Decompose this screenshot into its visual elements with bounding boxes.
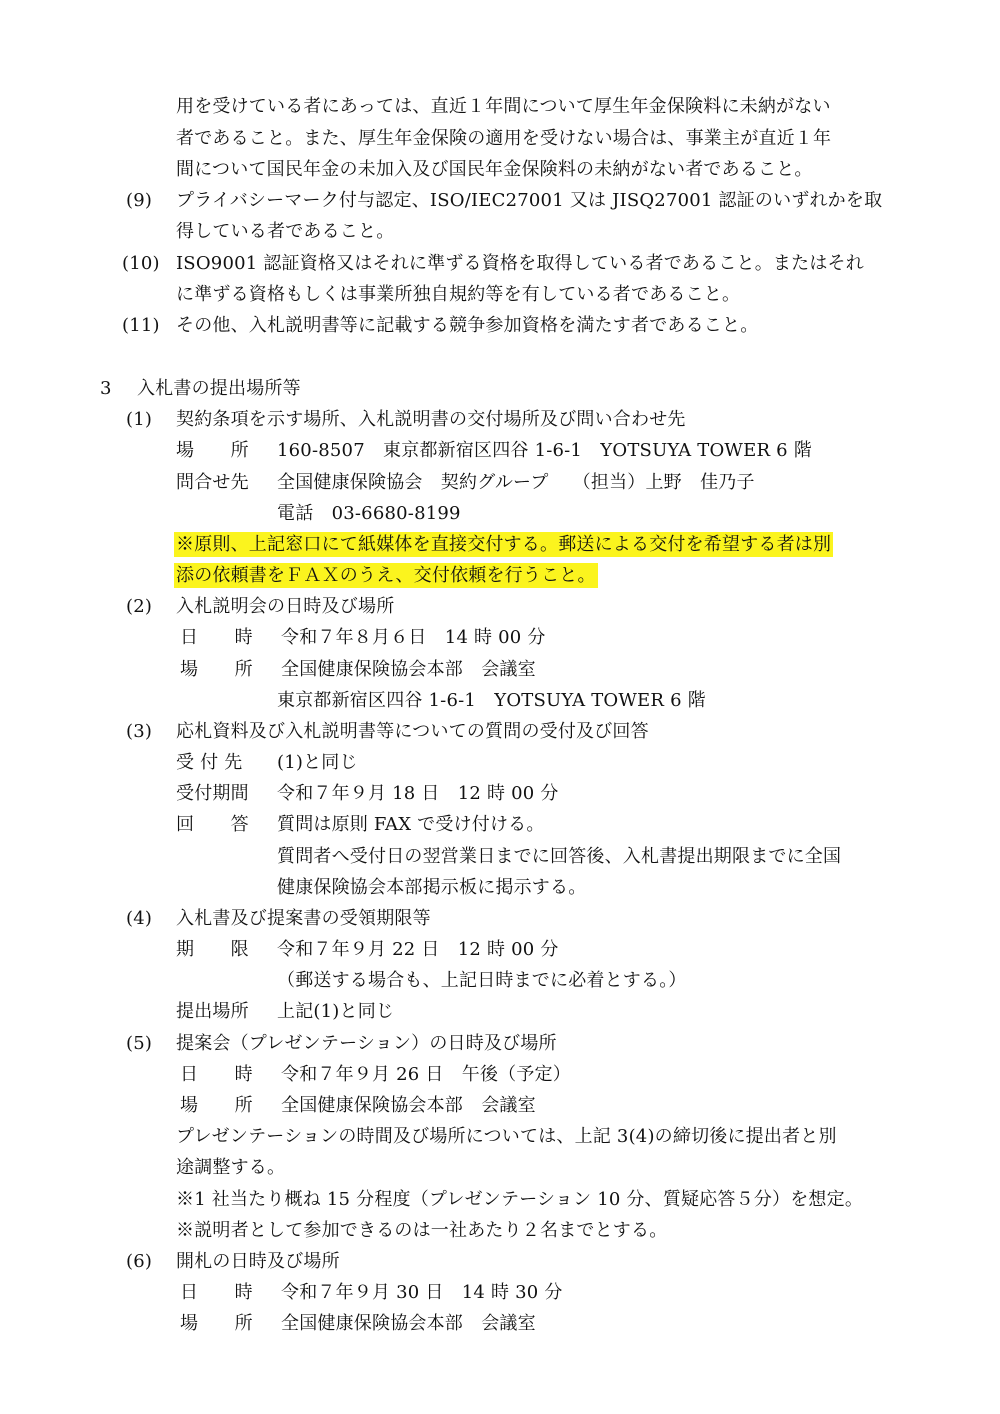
subsection-title: 開札の日時及び場所 — [176, 1251, 340, 1272]
field-value: 健康保険協会本部掲示板に掲示する。 — [277, 877, 587, 898]
section-title: 入札書の提出場所等 — [137, 378, 301, 399]
field-value: 質問は原則 FAX で受け付ける。 — [277, 814, 545, 835]
subsection-number: (1) — [126, 409, 153, 430]
item-line: 得している者であること。 — [176, 221, 395, 242]
paragraph-line: 間について国民年金の未加入及び国民年金保険料の未納がない者であること。 — [176, 159, 813, 180]
phone-number: 電話 03-6680-8199 — [277, 503, 461, 524]
field-value: 上記(1)と同じ — [277, 1001, 395, 1022]
subsection-number: (3) — [126, 721, 153, 742]
item-number: (10) — [122, 253, 160, 274]
field-label: 問合せ先 — [176, 472, 249, 493]
field-value: 全国健康保険協会本部 会議室 — [281, 659, 536, 680]
highlight-text: ※原則、上記窓口にて紙媒体を直接交付する。郵送による交付を希望する者は別 — [176, 534, 832, 555]
paragraph-line: 途調整する。 — [176, 1157, 286, 1178]
note-line: ※説明者として参加できるのは一社あたり２名までとする。 — [176, 1220, 668, 1241]
field-value: 令和７年８月６日 14 時 00 分 — [281, 627, 546, 648]
subsection-number: (2) — [126, 596, 153, 617]
item-line: その他、入札説明書等に記載する競争参加資格を満たす者であること。 — [176, 315, 759, 336]
field-value: 令和７年９月 26 日 午後（予定） — [281, 1064, 571, 1085]
highlighted-note — [174, 561, 598, 591]
field-label: 場 所 — [180, 659, 253, 680]
section-number: 3 — [100, 378, 112, 399]
field-label: 回 答 — [176, 814, 249, 835]
field-label: 日 時 — [180, 627, 253, 648]
field-label: 受 付 先 — [176, 752, 243, 773]
paragraph-line: プレゼンテーションの時間及び場所については、上記 3(4)の締切後に提出者と別 — [176, 1126, 837, 1147]
paragraph-line: 者であること。また、厚生年金保険の適用を受けない場合は、事業主が直近１年 — [176, 128, 832, 149]
subsection-title: 入札書及び提案書の受領期限等 — [176, 908, 431, 929]
field-value: 質問者へ受付日の翌営業日までに回答後、入札書提出期限までに全国 — [277, 846, 842, 867]
subsection-number: (5) — [126, 1033, 153, 1054]
field-label: 場 所 — [176, 440, 249, 461]
field-label: 期 限 — [176, 939, 249, 960]
field-label: 提出場所 — [176, 1001, 249, 1022]
subsection-title: 提案会（プレゼンテーション）の日時及び場所 — [176, 1033, 557, 1054]
highlight-text: 添の依頼書をＦＡＸのうえ、交付依頼を行うこと。 — [176, 565, 596, 586]
field-value: 令和７年９月 18 日 12 時 00 分 — [277, 783, 559, 804]
note-line: ※1 社当たり概ね 15 分程度（プレゼンテーション 10 分、質疑応答５分）を想定。 — [176, 1189, 864, 1210]
subsection-number: (4) — [126, 908, 153, 929]
field-note: （郵送する場合も、上記日時までに必着とする。） — [277, 970, 687, 991]
item-line: に準ずる資格もしくは事業所独自規約等を有している者であること。 — [176, 284, 741, 305]
subsection-title: 契約条項を示す場所、入札説明書の交付場所及び問い合わせ先 — [176, 409, 686, 430]
subsection-title: 入札説明会の日時及び場所 — [176, 596, 395, 617]
field-label: 場 所 — [180, 1095, 253, 1116]
field-value: 令和７年９月 30 日 14 時 30 分 — [281, 1282, 563, 1303]
field-label: 場 所 — [180, 1313, 253, 1334]
item-number: (11) — [122, 315, 160, 336]
subsection-number: (6) — [126, 1251, 153, 1272]
field-value: 東京都新宿区四谷 1-6-1 YOTSUYA TOWER 6 階 — [277, 690, 706, 711]
item-number: (9) — [126, 190, 153, 211]
field-label: 日 時 — [180, 1282, 253, 1303]
item-line: プライバシーマーク付与認定、ISO/IEC27001 又は JISQ27001 認証のいずれかを取 — [176, 190, 883, 211]
field-value: 全国健康保険協会 契約グループ （担当）上野 佳乃子 — [277, 472, 755, 493]
field-value: 160-8507 東京都新宿区四谷 1-6-1 YOTSUYA TOWER 6 階 — [277, 440, 812, 461]
field-value: 令和７年９月 22 日 12 時 00 分 — [277, 939, 559, 960]
field-label: 日 時 — [180, 1064, 253, 1085]
highlighted-note — [174, 530, 833, 560]
subsection-title: 応札資料及び入札説明書等についての質問の受付及び回答 — [176, 721, 649, 742]
field-value: 全国健康保険協会本部 会議室 — [281, 1313, 536, 1334]
field-value: 全国健康保険協会本部 会議室 — [281, 1095, 536, 1116]
paragraph-line: 用を受けている者にあっては、直近１年間について厚生年金保険料に未納がない — [176, 96, 831, 117]
item-line: ISO9001 認証資格又はそれに準ずる資格を取得している者であること。またはそれ — [176, 253, 864, 274]
field-label: 受付期間 — [176, 783, 249, 804]
field-value: (1)と同じ — [277, 752, 358, 773]
